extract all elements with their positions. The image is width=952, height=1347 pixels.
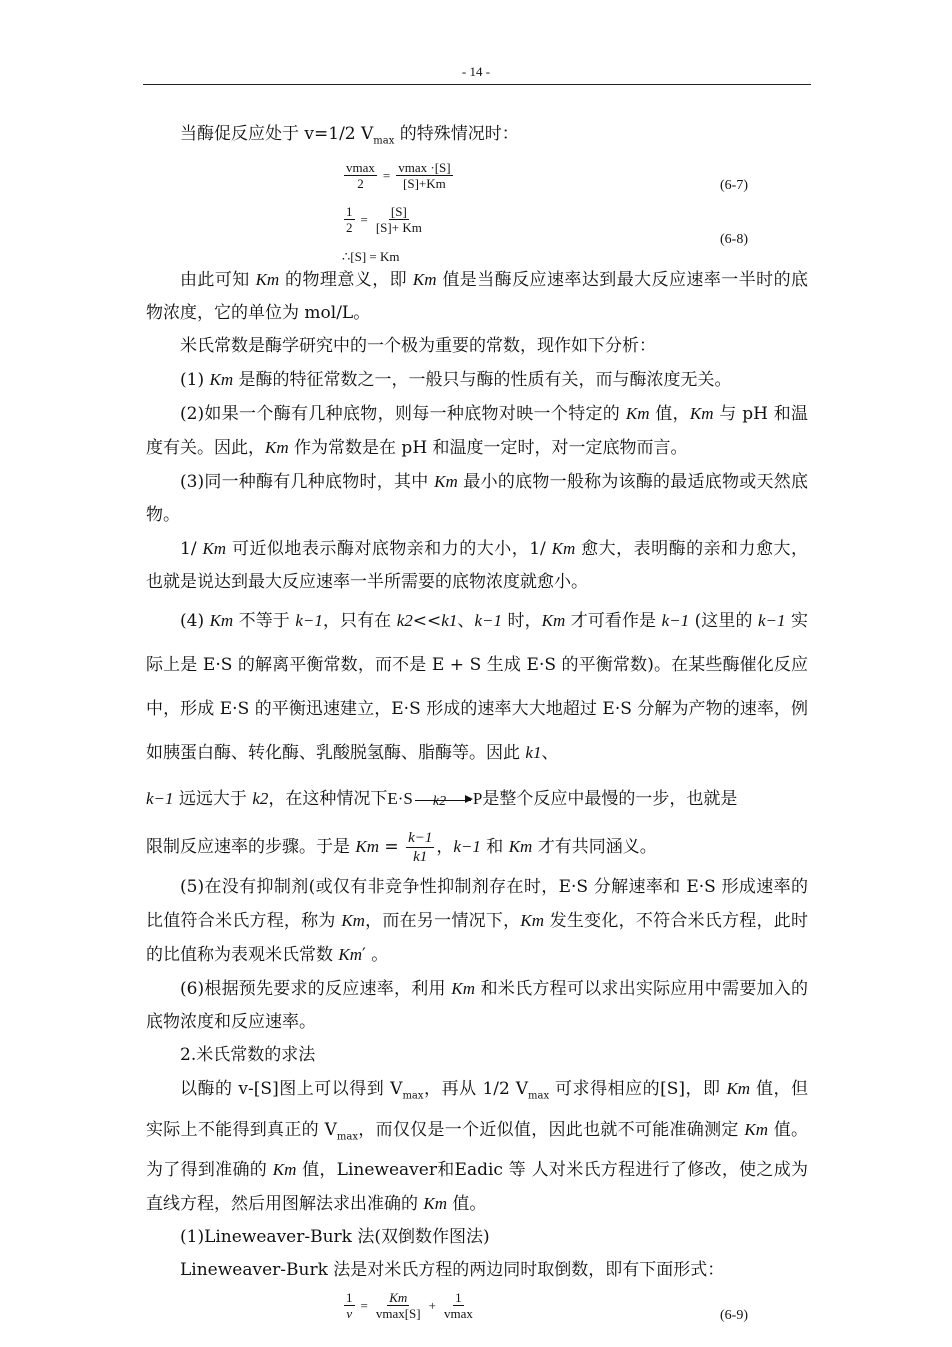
p4-d: 作为常数是在 pH 和温度一定时，对一定底物而言。 — [288, 438, 688, 459]
p4-a: (2)如果一个酶有几种底物，则每一种底物对映一个特定的 — [180, 404, 626, 425]
eq67-lhs-den: 2 — [357, 176, 364, 192]
p10-b: ，而在另一情况下， — [364, 911, 521, 932]
p8-c: 是整个反应中最慢的一步，也就是 — [482, 789, 738, 810]
p9-eq: = — [379, 837, 405, 858]
p4-c: 与 pH 和温度有关。因此， — [146, 404, 809, 459]
p12-g: max — [336, 1131, 358, 1143]
reaction-arrow — [415, 794, 471, 810]
km-symbol: Km — [541, 611, 566, 631]
km-symbol: Km — [412, 270, 437, 290]
eq68-result: ∴[S] = Km — [342, 249, 400, 265]
km-symbol: Km — [355, 837, 380, 857]
p12-b: max — [402, 1090, 424, 1102]
p10-c: 发生变化，不符合米氏方程，此时的比值称为表观米氏常数 — [146, 911, 809, 966]
p10-d: ′ 。 — [362, 945, 389, 966]
section-heading-2: 2.米氏常数的求法 — [180, 1045, 316, 1066]
equation-6-7: $\frac{vmax}{2}$ = $\frac{vmax \cdot[S]}{[S]+Km}$ (6-7) — [146, 157, 808, 201]
k2-symbol: k2 — [396, 611, 413, 631]
km-symbol: Km — [272, 1160, 297, 1180]
es-complex: E·S — [387, 789, 413, 809]
km-symbol: Km — [423, 1194, 448, 1214]
intro-tail: 的特殊情况时： — [394, 124, 519, 144]
ratio-den: k1 — [413, 849, 428, 866]
p12-j: 值，Lineweaver和Eadic 等 人对米氏方程进行了修改，使之成为直线方程，然后用图解法求出准确的 — [146, 1160, 809, 1215]
p11-a: (6)根据预先要求的反应速率，利用 — [180, 979, 452, 1000]
page-number: - 14 - — [461, 64, 491, 79]
p11-b: 和米氏方程可以求出实际应用中需要加入的底物浓度和反应速率。 — [146, 979, 809, 1033]
p6-a: 1/ — [180, 539, 203, 560]
p7-f: 时， — [502, 611, 542, 632]
paragraph-lineweaver: Lineweaver-Burk 法是对米氏方程的两边同时取倒数，即有下面形式： — [180, 1260, 725, 1281]
equation-6-9: $\frac{1}{v}$ = $\frac{Km}{vmax[S]}$ + $\frac{1}{vmax}$ (6-9) — [146, 1287, 808, 1335]
p5-a: (3)同一种酶有几种底物时，其中 — [180, 472, 435, 493]
p1-c: 值是当酶反应速率达到最大反应速率一半时的底物浓度，它的单位为 mol/L。 — [146, 270, 809, 324]
p9-a: 限制反应速率的步骤。于是 — [146, 837, 356, 858]
p7-b: 不等于 — [233, 611, 296, 632]
intro-paragraph — [146, 118, 808, 157]
header-rule — [143, 84, 811, 85]
p12-h: ，而仅仅是一个近似值，因此也就不可能准确测定 — [357, 1119, 745, 1140]
p3-b: 是酶的特征常数之一，一般只与酶的性质有关，而与酶浓度无关。 — [233, 370, 732, 391]
p12-k: 值。 — [447, 1194, 487, 1215]
p9-c: 和 — [480, 837, 509, 858]
p1-a: 由此可知 — [180, 270, 256, 291]
paragraph-point-1 — [146, 363, 808, 397]
p1-b: 的物理意义，即 — [279, 270, 413, 291]
km-symbol: Km — [451, 979, 475, 999]
km-symbol: Km — [726, 1079, 751, 1099]
km-symbol: Km — [508, 837, 533, 857]
eq68-rhs — [374, 204, 424, 235]
paragraph-point-5 — [146, 871, 808, 972]
paragraph-rate-limiting — [146, 775, 808, 823]
intro-text: 当酶促反应处于 v=1/2 V — [180, 124, 374, 144]
p9-b: ， — [436, 837, 454, 858]
p7-a: (4) — [180, 611, 210, 632]
p10-a: (5)在没有抑制剂(或仅有非竞争性抑制剂存在时，E·S 分解速率和 E·S 形成速率的比值符合米氏方程，称为 — [146, 877, 808, 932]
km-symbol: Km — [255, 270, 280, 290]
intro-sub: max — [373, 135, 395, 147]
km-symbol: Km — [551, 539, 576, 559]
k-minus1-symbol: k−1 — [661, 611, 690, 631]
p9-d: 才有共同涵义。 — [532, 837, 657, 858]
eq69-lhs — [344, 1290, 355, 1321]
paragraph-analysis: 米氏常数是酶学研究中的一个极为重要的常数，现作如下分析： — [180, 336, 656, 357]
equation-number: (6-7) — [720, 178, 748, 194]
eq69-lhs-num: 1 — [346, 1290, 353, 1306]
eq69-t1-num: Km — [389, 1290, 408, 1306]
arrow-k2-label: k2 — [432, 794, 447, 810]
equation-number: (6-8) — [720, 232, 748, 248]
p8-b: ，在这种情况下 — [268, 789, 388, 810]
km-symbol: Km — [209, 370, 234, 390]
k-minus1-symbol: k−1 — [474, 611, 503, 631]
eq69-t2-num: 1 — [455, 1290, 462, 1306]
paragraph-point-6 — [146, 972, 808, 1039]
eq69-t2-den: vmax — [443, 1306, 473, 1322]
k1-symbol: k1 — [441, 611, 458, 631]
ratio-num: k−1 — [408, 830, 433, 847]
eq67-lhs — [344, 160, 377, 191]
equation-6-8: $\frac{1}{2}$ = $\frac{[S]}{[S]+ Km}$ ∴[S] = Km (6-8) — [146, 201, 808, 263]
paragraph-km-definition — [146, 823, 808, 871]
paragraph-point-3 — [146, 465, 808, 532]
eq68-lhs-den: 2 — [346, 220, 353, 236]
p7-e: 、 — [457, 611, 475, 632]
km-symbol: Km — [434, 472, 458, 492]
k-minus1-symbol: k−1 — [758, 611, 786, 631]
km-symbol: Km — [265, 438, 289, 458]
eq67-rhs — [396, 160, 452, 191]
p12-a: 以酶的 v-[S]图上可以得到 V — [180, 1079, 403, 1100]
p12-c: ，再从 1/2 V — [423, 1079, 529, 1100]
eq68-rhs-den: [S]+ Km — [375, 220, 422, 236]
subsection-heading-1: (1)Lineweaver-Burk 法(双倒数作图法) — [180, 1227, 490, 1248]
p6-c: 愈大，表明酶的亲和力愈大，也就是说达到最大反应速率一半所需要的底物浓度就愈小。 — [146, 539, 808, 593]
eq69-term2 — [442, 1290, 475, 1321]
p12-i: 值。为了得到准确的 — [146, 1119, 809, 1181]
equation-number: (6-9) — [720, 1308, 748, 1324]
eq67-lhs-num: vmax — [346, 160, 375, 176]
p7-line2: 实际上是 E·S 的解离平衡常数，而不是 E + S 生成 E·S 的平衡常数)。在某些酶催化反应中，形成 E·S 的平衡迅速建立，E·S 形成的速率大大地超过 E·S 分解为产物的速率，例如胰蛋白酶、转化酶、乳酸脱氢酶、脂酶等。因此 — [146, 611, 809, 764]
k-minus1-symbol: k−1 — [453, 837, 481, 857]
paragraph-determination — [146, 1072, 808, 1221]
km-symbol: Km — [689, 404, 714, 424]
k-minus1-symbol: k−1 — [295, 611, 323, 631]
paragraph-point-2 — [146, 397, 808, 465]
p12-e: 可求得相应的[S]，即 — [549, 1079, 727, 1100]
km-symbol: Km — [520, 911, 544, 931]
p5-b: 最小的底物一般称为该酶的最适底物或天然底物。 — [146, 472, 809, 526]
eq69-term1 — [374, 1290, 423, 1321]
p3-a: (1) — [180, 370, 210, 391]
km-symbol: Km — [202, 539, 227, 559]
k2-symbol: k2 — [252, 789, 269, 809]
paragraph-km-meaning — [146, 263, 808, 330]
p4-b: 值， — [649, 404, 690, 425]
p7-g: 才可看作是 — [565, 611, 662, 632]
eq68-lhs-num: 1 — [346, 204, 353, 220]
eq68-lhs — [344, 204, 355, 235]
p7-c: ，只有在 — [322, 611, 397, 632]
eq69-t1-den: vmax[S] — [375, 1306, 421, 1322]
km-symbol: Km — [744, 1119, 769, 1139]
paragraph-point-4 — [146, 599, 808, 775]
km-symbol: Km — [341, 911, 365, 931]
k-minus1-symbol: k−1 — [146, 789, 174, 809]
p12-f: 值，但实际上不能得到真正的 V — [146, 1079, 809, 1140]
p7-h: (这里的 — [689, 611, 759, 632]
km-symbol: Km — [209, 611, 234, 631]
p8-a: 远远大于 — [173, 789, 253, 810]
km-symbol: Km — [338, 945, 363, 965]
eq68-rhs-num: [S] — [390, 204, 407, 220]
k1-symbol: k1 — [525, 743, 542, 763]
p12-d: max — [528, 1090, 550, 1102]
p7-d: << — [412, 611, 442, 632]
eq67-rhs-den: [S]+Km — [403, 176, 446, 192]
eq69-lhs-den: v — [346, 1306, 353, 1322]
km-symbol: Km — [625, 404, 650, 424]
paragraph-affinity — [146, 532, 808, 599]
document-body — [146, 118, 808, 1335]
eq67-rhs-num: vmax ·[S] — [398, 160, 451, 176]
p6-b: 可近似地表示酶对底物亲和力的大小，1/ — [226, 539, 552, 560]
product: P — [472, 789, 483, 809]
p7-i: 、 — [541, 743, 559, 764]
km-ratio — [406, 829, 434, 866]
